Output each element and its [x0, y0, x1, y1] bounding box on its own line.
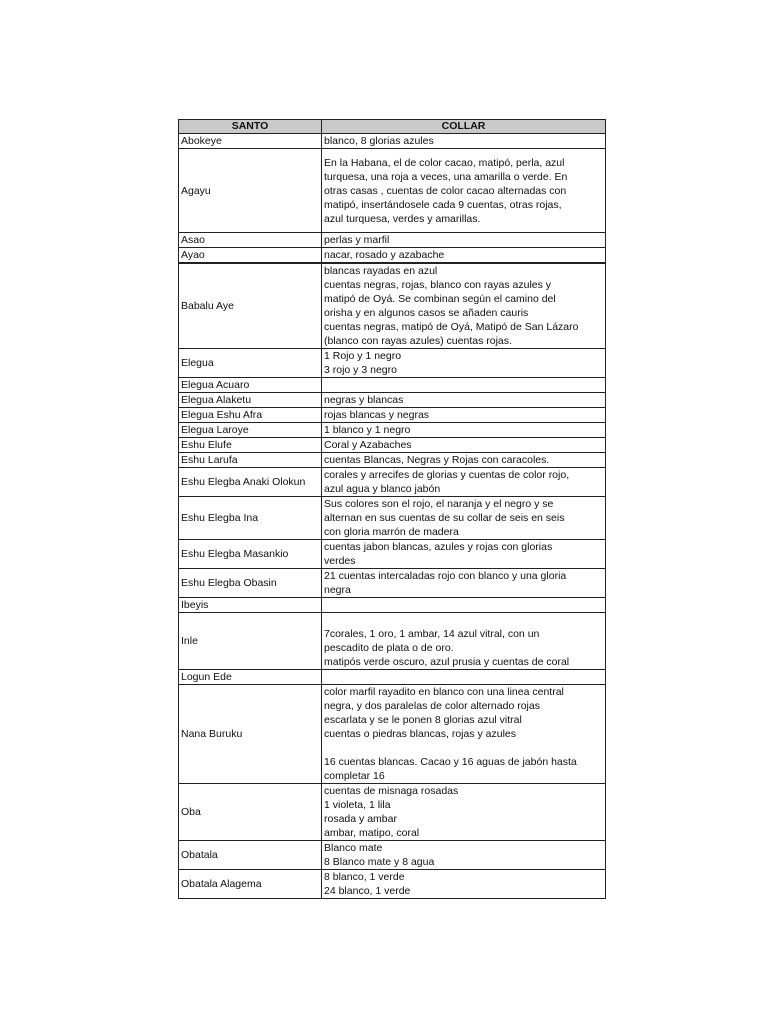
- collar-cell: cuentas jabon blancas, azules y rojas con glorias verdes: [322, 540, 606, 569]
- table-header-row: [179, 120, 606, 134]
- collar-cell: [322, 378, 606, 393]
- santo-cell: Eshu Elegba Ina: [179, 497, 322, 540]
- santo-cell: Eshu Elegba Obasin: [179, 569, 322, 598]
- table-row: [179, 233, 606, 248]
- collar-cell: blancas rayadas en azul cuentas negras, rojas, blanco con rayas azules y matipó de Oyá. Se combinan según el camino del orisha y en algunos casos se añaden cauris cuentas negras, matipó de Oyá, Matipó de San Lázaro (blanco con rayas azules) cuentas rojas.: [322, 263, 606, 349]
- table-row: [179, 453, 606, 468]
- santo-cell: Nana Buruku: [179, 685, 322, 784]
- santo-cell: Asao: [179, 233, 322, 248]
- collar-cell: color marfil rayadito en blanco con una linea central negra, y dos paralelas de color alternado rojas escarlata y se le ponen 8 glorias azul vitral cuentas o piedras blancas, rojas y azules 16 cuentas blancas. Cacao y 16 aguas de jabón hasta completar 16: [322, 685, 606, 784]
- collar-cell: En la Habana, el de color cacao, matipó, perla, azul turquesa, una roja a veces, una amarilla o verde. En otras casas , cuentas de color cacao alternadas con matipó, insertándosele cada 9 cuentas, otras rojas, azul turquesa, verdes y amarillas.: [322, 149, 606, 233]
- table-row: [179, 870, 606, 899]
- table-row: [179, 784, 606, 841]
- table-row: [179, 378, 606, 393]
- collar-cell: 21 cuentas intercaladas rojo con blanco y una gloria negra: [322, 569, 606, 598]
- collar-cell: blanco, 8 glorias azules: [322, 134, 606, 149]
- santo-cell: Elegua Alaketu: [179, 393, 322, 408]
- table-row: [179, 438, 606, 453]
- collar-cell: 1 Rojo y 1 negro 3 rojo y 3 negro: [322, 349, 606, 378]
- collar-cell: 7corales, 1 oro, 1 ambar, 14 azul vitral, con un pescadito de plata o de oro. matipós verde oscuro, azul prusia y cuentas de coral: [322, 613, 606, 670]
- collar-cell: cuentas Blancas, Negras y Rojas con caracoles.: [322, 453, 606, 468]
- table-body: [179, 134, 606, 899]
- table-row: [179, 685, 606, 784]
- santo-cell: Oba: [179, 784, 322, 841]
- santo-cell: Obatala: [179, 841, 322, 870]
- table-row: [179, 468, 606, 497]
- santo-column-header: SANTO: [179, 120, 322, 134]
- santo-cell: Obatala Alagema: [179, 870, 322, 899]
- santo-cell: Ibeyis: [179, 598, 322, 613]
- collar-cell: cuentas de misnaga rosadas 1 violeta, 1 lila rosada y ambar ambar, matipo, coral: [322, 784, 606, 841]
- santo-cell: Elegua Laroye: [179, 423, 322, 438]
- santo-cell: Ayao: [179, 248, 322, 264]
- collar-cell: [322, 670, 606, 685]
- table-row: [179, 540, 606, 569]
- table-row: [179, 423, 606, 438]
- santo-cell: Eshu Elegba Anaki Olokun: [179, 468, 322, 497]
- collar-cell: 1 blanco y 1 negro: [322, 423, 606, 438]
- collar-table: [178, 119, 606, 899]
- santo-cell: Abokeye: [179, 134, 322, 149]
- table-row: [179, 497, 606, 540]
- table-row: [179, 349, 606, 378]
- table-row: [179, 134, 606, 149]
- collar-column-header: COLLAR: [322, 120, 606, 134]
- santo-cell: Elegua Acuaro: [179, 378, 322, 393]
- table-row: [179, 263, 606, 349]
- table-row: [179, 841, 606, 870]
- table-row: [179, 408, 606, 423]
- table-row: [179, 569, 606, 598]
- santo-cell: Eshu Elegba Masankio: [179, 540, 322, 569]
- santo-cell: Elegua Eshu Afra: [179, 408, 322, 423]
- table-row: [179, 613, 606, 670]
- collar-cell: Blanco mate 8 Blanco mate y 8 agua: [322, 841, 606, 870]
- santo-cell: Eshu Elufe: [179, 438, 322, 453]
- collar-cell: rojas blancas y negras: [322, 408, 606, 423]
- collar-cell: nacar, rosado y azabache: [322, 248, 606, 264]
- table-row: [179, 149, 606, 233]
- table-row: [179, 670, 606, 685]
- collar-cell: corales y arrecifes de glorias y cuentas de color rojo, azul agua y blanco jabón: [322, 468, 606, 497]
- santo-cell: Logun Ede: [179, 670, 322, 685]
- collar-cell: 8 blanco, 1 verde 24 blanco, 1 verde: [322, 870, 606, 899]
- table-row: [179, 598, 606, 613]
- santo-cell: Eshu Larufa: [179, 453, 322, 468]
- collar-cell: Sus colores son el rojo, el naranja y el negro y se alternan en sus cuentas de su collar de seis en seis con gloria marrón de madera: [322, 497, 606, 540]
- santo-cell: Agayu: [179, 149, 322, 233]
- table-row: [179, 393, 606, 408]
- santo-cell: Inle: [179, 613, 322, 670]
- table-row: [179, 248, 606, 264]
- collar-cell: perlas y marfil: [322, 233, 606, 248]
- collar-cell: Coral y Azabaches: [322, 438, 606, 453]
- santo-cell: Elegua: [179, 349, 322, 378]
- santo-cell: Babalu Aye: [179, 263, 322, 349]
- collar-cell: [322, 598, 606, 613]
- collar-cell: negras y blancas: [322, 393, 606, 408]
